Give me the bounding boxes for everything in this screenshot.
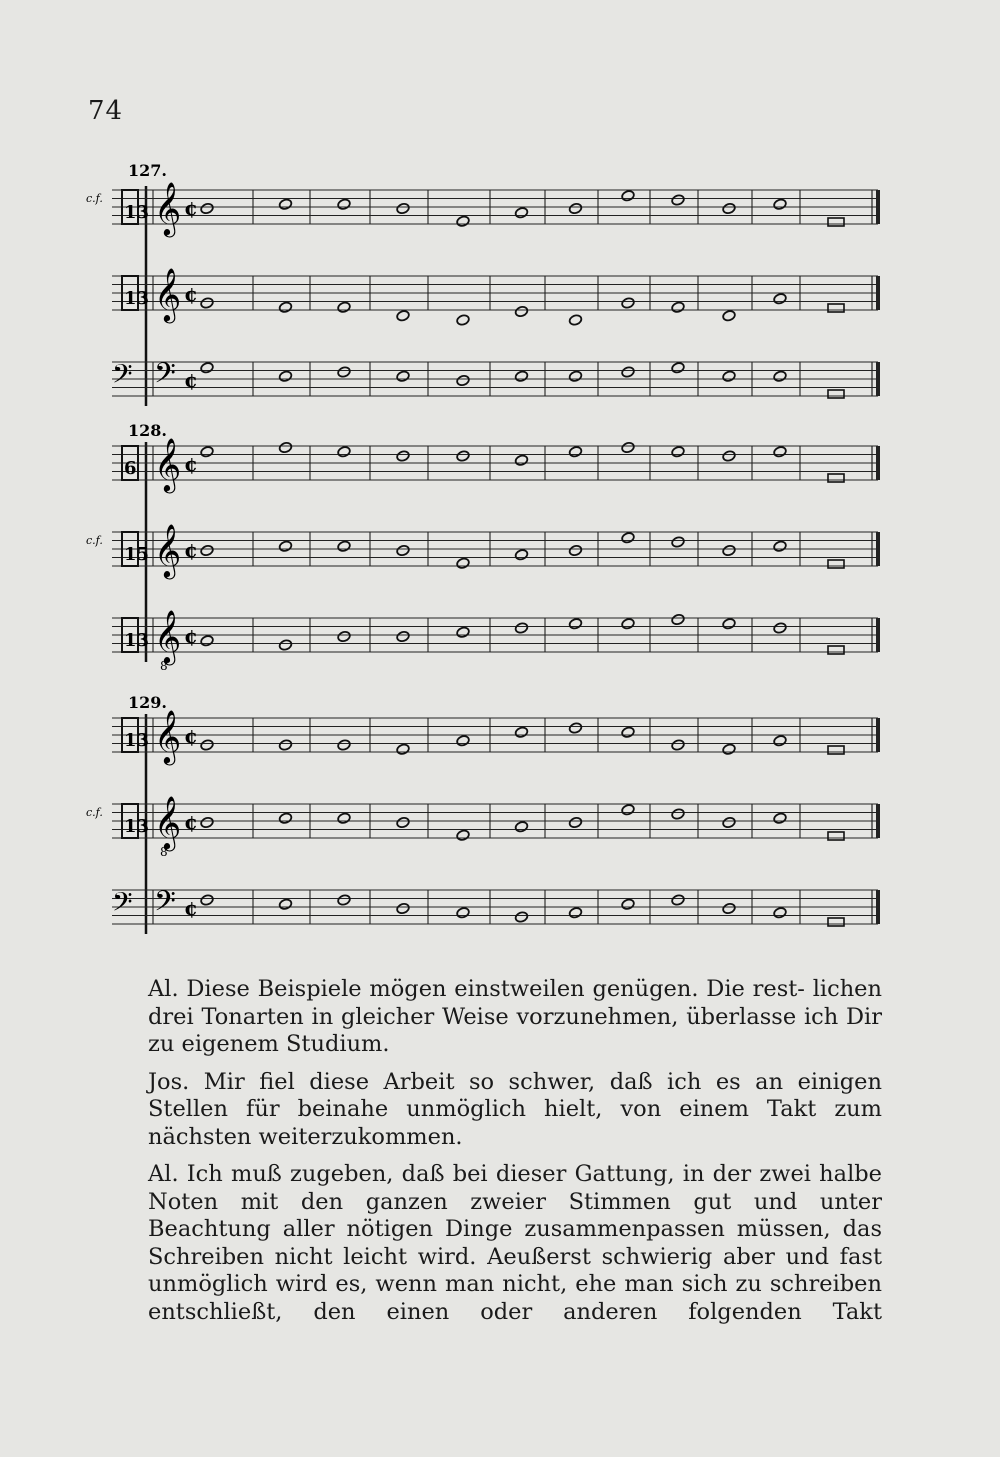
whole-note bbox=[337, 301, 351, 313]
whole-note bbox=[200, 544, 214, 556]
final-note bbox=[828, 304, 844, 312]
whole-note bbox=[396, 743, 410, 755]
time-signature: ¢ bbox=[184, 896, 198, 920]
whole-note bbox=[621, 804, 635, 816]
whole-note bbox=[514, 207, 528, 219]
treble-clef-icon: 𝄞 bbox=[154, 181, 182, 235]
whole-note bbox=[396, 816, 410, 828]
whole-note bbox=[621, 297, 635, 309]
old-clef-numeral: 15 bbox=[124, 544, 150, 565]
time-signature: ¢ bbox=[184, 810, 198, 834]
whole-note bbox=[773, 540, 787, 552]
whole-note bbox=[621, 898, 635, 910]
old-clef-numeral: 13 bbox=[124, 288, 150, 309]
whole-note bbox=[396, 630, 410, 642]
final-note bbox=[828, 746, 844, 754]
whole-note bbox=[722, 618, 736, 630]
whole-note bbox=[456, 215, 470, 227]
treble-clef-icon: 𝄞 bbox=[154, 523, 182, 577]
final-note bbox=[828, 218, 844, 226]
whole-note bbox=[200, 297, 214, 309]
whole-note bbox=[621, 618, 635, 630]
whole-note bbox=[671, 362, 685, 374]
whole-note bbox=[396, 544, 410, 556]
octave-mark: 8 bbox=[160, 845, 168, 859]
whole-note bbox=[456, 735, 470, 747]
old-clef-numeral: 6 bbox=[124, 458, 137, 479]
example-number: 129. bbox=[128, 693, 167, 712]
whole-note bbox=[514, 726, 528, 738]
whole-note bbox=[337, 446, 351, 458]
cantus-firmus-label: c.f. bbox=[86, 192, 103, 205]
whole-note bbox=[514, 454, 528, 466]
treble-clef-icon: 𝄞 bbox=[154, 609, 182, 663]
treble-clef-icon: 𝄞 bbox=[154, 437, 182, 491]
whole-note bbox=[456, 829, 470, 841]
whole-note bbox=[568, 370, 582, 382]
whole-note bbox=[278, 898, 292, 910]
old-clef-numeral: 13 bbox=[124, 202, 150, 223]
whole-note bbox=[773, 907, 787, 919]
whole-note bbox=[337, 198, 351, 210]
final-note bbox=[828, 918, 844, 926]
whole-note bbox=[456, 450, 470, 462]
whole-note bbox=[200, 635, 214, 647]
whole-note bbox=[722, 310, 736, 322]
whole-note bbox=[278, 639, 292, 651]
whole-note bbox=[514, 622, 528, 634]
whole-note bbox=[514, 821, 528, 833]
whole-note bbox=[337, 739, 351, 751]
whole-note bbox=[456, 626, 470, 638]
whole-note bbox=[337, 894, 351, 906]
final-note bbox=[828, 560, 844, 568]
whole-note bbox=[722, 202, 736, 214]
whole-note bbox=[278, 301, 292, 313]
whole-note bbox=[278, 441, 292, 453]
whole-note bbox=[200, 446, 214, 458]
octave-mark: 8 bbox=[160, 659, 168, 673]
whole-note bbox=[568, 202, 582, 214]
whole-note bbox=[568, 816, 582, 828]
whole-note bbox=[568, 907, 582, 919]
time-signature: ¢ bbox=[184, 368, 198, 392]
final-note bbox=[828, 390, 844, 398]
whole-note bbox=[200, 816, 214, 828]
whole-note bbox=[722, 816, 736, 828]
whole-note bbox=[456, 374, 470, 386]
whole-note bbox=[722, 743, 736, 755]
whole-note bbox=[396, 202, 410, 214]
body-text bbox=[90, 976, 882, 1336]
treble-clef-icon: 𝄞 bbox=[154, 795, 182, 849]
whole-note bbox=[200, 894, 214, 906]
treble-clef-icon: 𝄞 bbox=[154, 267, 182, 321]
paragraph-3: Al. Ich muß zugeben, daß bei dieser Gattung, in der zwei halbe Noten mit den ganzen zweier Stimmen gut und unter Beachtung aller nötigen Dinge zusammenpassen müssen, das Schreiben nicht leicht wird. Aeußerst schwierig aber und fast unmöglich wird es, wenn man nicht, ehe man sich zu schreiben entschließt, den einen oder anderen folgenden Takt bbox=[148, 1161, 882, 1325]
whole-note bbox=[200, 739, 214, 751]
whole-note bbox=[278, 198, 292, 210]
whole-note bbox=[671, 301, 685, 313]
whole-note bbox=[671, 536, 685, 548]
page-number: 74 bbox=[88, 96, 124, 126]
whole-note bbox=[621, 532, 635, 544]
time-signature: ¢ bbox=[184, 196, 198, 220]
whole-note bbox=[773, 812, 787, 824]
old-clef-icon: 𝄢 bbox=[112, 886, 133, 924]
time-signature: ¢ bbox=[184, 724, 198, 748]
whole-note bbox=[671, 739, 685, 751]
whole-note bbox=[278, 370, 292, 382]
whole-note bbox=[671, 194, 685, 206]
whole-note bbox=[722, 544, 736, 556]
whole-note bbox=[396, 310, 410, 322]
old-clef-numeral: 13 bbox=[124, 630, 150, 651]
whole-note bbox=[773, 622, 787, 634]
whole-note bbox=[671, 808, 685, 820]
whole-note bbox=[568, 446, 582, 458]
time-signature: ¢ bbox=[184, 282, 198, 306]
whole-note bbox=[773, 735, 787, 747]
whole-note bbox=[514, 370, 528, 382]
whole-note bbox=[722, 370, 736, 382]
final-note bbox=[828, 474, 844, 482]
whole-note bbox=[671, 613, 685, 625]
final-note bbox=[828, 646, 844, 654]
final-note bbox=[828, 832, 844, 840]
whole-note bbox=[337, 812, 351, 824]
whole-note bbox=[514, 911, 528, 923]
whole-note bbox=[396, 902, 410, 914]
whole-note bbox=[773, 293, 787, 305]
time-signature: ¢ bbox=[184, 452, 198, 476]
whole-note bbox=[671, 446, 685, 458]
whole-note bbox=[200, 202, 214, 214]
bass-clef-icon: 𝄢 bbox=[154, 885, 176, 925]
whole-note bbox=[514, 549, 528, 561]
whole-note bbox=[278, 812, 292, 824]
whole-note bbox=[396, 450, 410, 462]
whole-note bbox=[396, 370, 410, 382]
time-signature: ¢ bbox=[184, 538, 198, 562]
example-number: 127. bbox=[128, 161, 167, 180]
whole-note bbox=[568, 618, 582, 630]
whole-note bbox=[568, 722, 582, 734]
paragraph-1: Al. Diese Beispiele mögen einstweilen genügen. Die rest- lichen drei Tonarten in gleicher Weise vorzunehmen, überlasse ich Dir zu eigenem Studium. bbox=[148, 976, 882, 1057]
whole-note bbox=[568, 544, 582, 556]
old-clef-icon: 𝄢 bbox=[112, 358, 133, 396]
old-clef-numeral: 13 bbox=[124, 730, 150, 751]
cantus-firmus-label: c.f. bbox=[86, 534, 103, 547]
whole-note bbox=[773, 198, 787, 210]
time-signature: ¢ bbox=[184, 624, 198, 648]
whole-note bbox=[337, 540, 351, 552]
whole-note bbox=[514, 305, 528, 317]
example-number: 128. bbox=[128, 421, 167, 440]
whole-note bbox=[621, 441, 635, 453]
whole-note bbox=[773, 446, 787, 458]
whole-note bbox=[456, 907, 470, 919]
whole-note bbox=[337, 630, 351, 642]
whole-note bbox=[621, 190, 635, 202]
old-clef-numeral: 13 bbox=[124, 816, 150, 837]
paragraph-2: Jos. Mir fiel diese Arbeit so schwer, daß ich es an einigen Stellen für beinahe unmöglich hielt, von einem Takt zum nächsten weiterzukommen. bbox=[148, 1068, 882, 1150]
whole-note bbox=[200, 362, 214, 374]
whole-note bbox=[671, 894, 685, 906]
whole-note bbox=[456, 314, 470, 326]
whole-note bbox=[337, 366, 351, 378]
whole-note bbox=[773, 370, 787, 382]
whole-note bbox=[278, 540, 292, 552]
bass-clef-icon: 𝄢 bbox=[154, 357, 176, 397]
whole-note bbox=[722, 902, 736, 914]
whole-note bbox=[621, 366, 635, 378]
whole-note bbox=[621, 726, 635, 738]
whole-note bbox=[722, 450, 736, 462]
treble-clef-icon: 𝄞 bbox=[154, 709, 182, 763]
cantus-firmus-label: c.f. bbox=[86, 806, 103, 819]
whole-note bbox=[456, 557, 470, 569]
whole-note bbox=[278, 739, 292, 751]
whole-note bbox=[568, 314, 582, 326]
